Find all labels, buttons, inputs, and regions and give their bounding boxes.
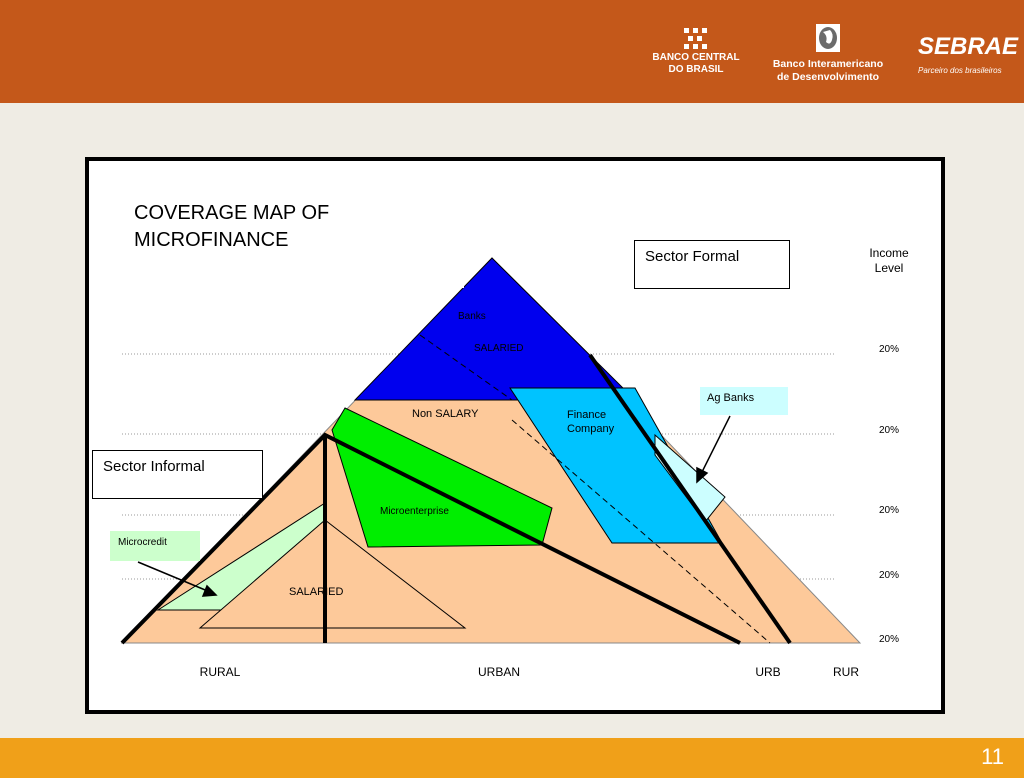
ag-banks-box: [700, 387, 788, 415]
diagram-title: COVERAGE MAP OF MICROFINANCE: [134, 202, 330, 251]
microcredit-box: [110, 531, 200, 561]
income-band-4: 20%: [866, 566, 912, 586]
income-band-3: 20%: [866, 501, 912, 521]
income-band-1: 20%: [866, 340, 912, 360]
axis-rural: RURAL: [183, 660, 257, 685]
income-level-label: Income Level: [858, 246, 920, 294]
axis-urb: URB: [748, 660, 788, 685]
sebrae-tagline: Parceiro dos brasileiros: [918, 66, 1002, 75]
income-band-2: 20%: [866, 421, 912, 441]
sebrae-logo: SEBRAE: [918, 33, 1019, 60]
logo-bid-line2: de Desenvolvimento: [776, 71, 880, 83]
page-number: 11: [981, 744, 1004, 769]
banks-label: Banks: [458, 311, 486, 322]
sector-formal-box: [634, 240, 790, 289]
logo-bc-line1: BANCO CENTRAL: [652, 52, 740, 63]
non-salary-label: Non SALARY: [412, 408, 479, 420]
salaried-bottom-label: SALARIED: [289, 586, 344, 598]
income-band-5: 20%: [866, 630, 912, 650]
microenterprise-label: Microenterprise: [380, 506, 449, 517]
logo-bid-line1: Banco Interamericano: [772, 58, 884, 70]
axis-urban: URBAN: [461, 660, 537, 685]
axis-rur: RUR: [820, 660, 872, 685]
ag-banks-label: Ag Banks: [707, 392, 755, 404]
title-box: [124, 192, 464, 288]
sector-informal-label: Sector Informal: [103, 458, 205, 475]
finance-company-label: Finance Company: [567, 409, 615, 435]
sector-informal-box: [92, 450, 263, 499]
salaried-top-label: SALARIED: [474, 343, 524, 354]
logo-bc-line2: DO BRASIL: [668, 64, 724, 75]
microcredit-label: Microcredit: [118, 537, 167, 548]
sector-formal-label: Sector Formal: [645, 248, 740, 265]
